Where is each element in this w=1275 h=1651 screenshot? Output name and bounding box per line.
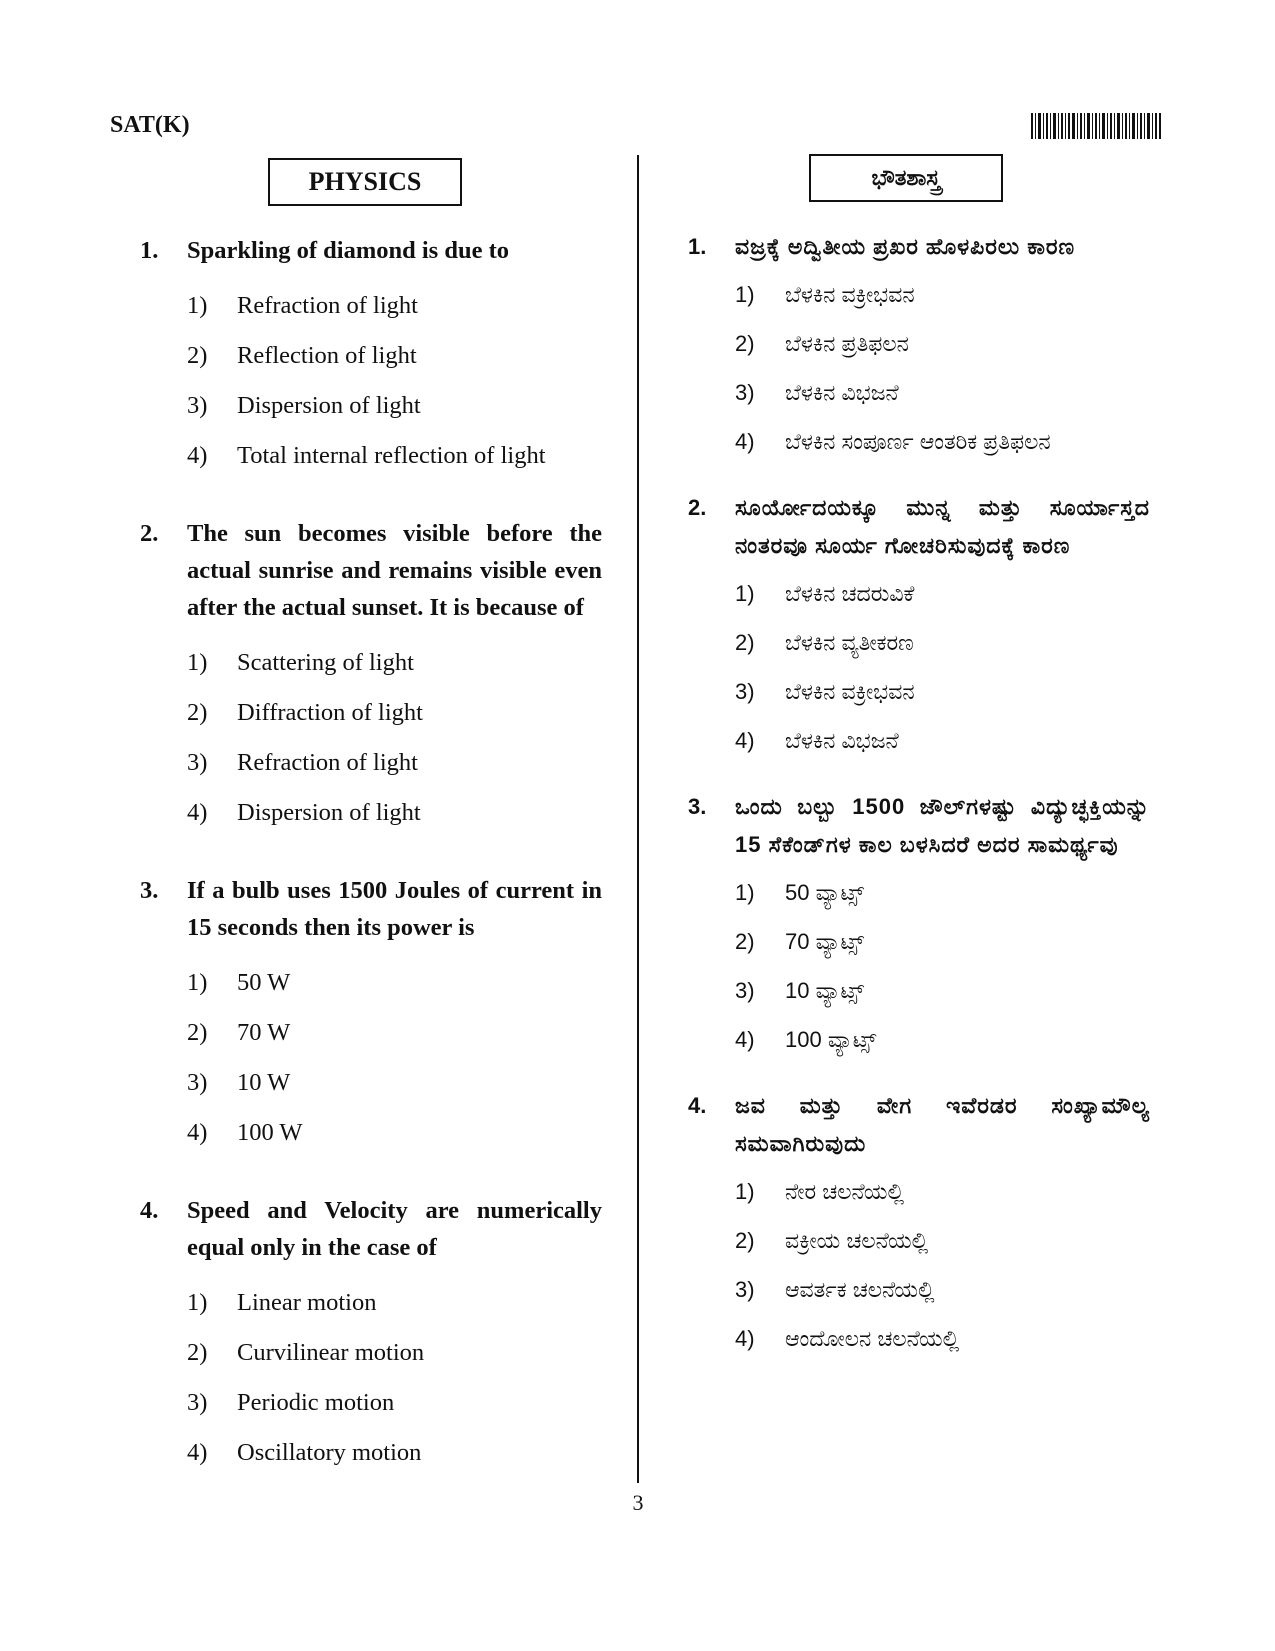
option-list [688,575,1150,760]
barcode-icon [1031,113,1161,139]
paper-code: SAT(K) [110,112,190,138]
question [140,515,602,626]
option-text: 100 W [237,1119,303,1146]
option-number: 2) [187,699,208,726]
option-text: Refraction of light [237,292,418,319]
option-item [187,958,602,1008]
option-item [187,788,602,838]
question-block [140,872,602,1158]
option-item [187,1428,602,1478]
option-number: 2) [187,1339,208,1366]
option-text: Linear motion [237,1289,377,1316]
option-text: Dispersion of light [237,799,421,826]
option-item [735,1320,1150,1358]
option-item [187,281,602,331]
option-item [187,1278,602,1328]
option-text: Diffraction of light [237,699,423,726]
question [688,1087,1150,1163]
option-number: 3) [735,679,755,704]
question-block [688,1087,1150,1358]
option-item [187,1008,602,1058]
option-text: 10 ವ್ಯಾಟ್ಸ್ [785,978,865,1003]
question-block [140,515,602,838]
option-item [187,331,602,381]
option-text: Total internal reflection of light [237,442,546,469]
option-item [187,1058,602,1108]
option-item [187,431,602,481]
option-number: 3) [735,380,755,405]
option-text: Refraction of light [237,749,418,776]
option-item [187,738,602,788]
option-number: 2) [735,630,755,655]
option-item [735,722,1150,760]
option-number: 3) [187,392,208,419]
column-divider [637,155,639,1483]
option-text: 70 ವ್ಯಾಟ್ಸ್ [785,929,865,954]
question [688,788,1150,864]
option-list [688,276,1150,461]
option-text: ಬೆಳಕಿನ ವ್ಯತೀಕರಣ [785,630,914,655]
option-item [735,1271,1150,1309]
option-item [735,1173,1150,1211]
option-item [735,874,1150,912]
english-column [140,232,602,1512]
question-number: 2. [688,495,707,520]
option-number: 3) [735,978,755,1003]
question [688,228,1150,266]
option-number: 3) [187,1389,208,1416]
question-number: 3. [140,877,159,904]
option-item [187,1328,602,1378]
option-number: 4) [735,728,755,753]
option-item [735,624,1150,662]
question-text: ಜವ ಮತ್ತು ವೇಗ ಇವೆರಡರ ಸಂಖ್ಯಾಮೌಲ್ಯ ಸಮವಾಗಿರುವುದು [735,1093,1150,1156]
kannada-section-title: ಭೌತಶಾಸ್ತ್ರ [809,154,1003,202]
option-text: ಬೆಳಕಿನ ವಿಭಜನೆ [785,728,899,753]
question-block [688,788,1150,1059]
option-text: Periodic motion [237,1389,395,1416]
option-number: 1) [187,1289,208,1316]
question-text: Speed and Velocity are numerically equal only in the case of [187,1197,602,1261]
option-number: 2) [187,342,208,369]
option-number: 4) [735,1326,755,1351]
option-number: 1) [187,969,208,996]
option-list [140,638,602,838]
option-number: 3) [187,749,208,776]
option-item [187,688,602,738]
question [140,872,602,946]
option-item [187,1108,602,1158]
option-text: 50 W [237,969,291,996]
question [140,1192,602,1266]
option-text: 70 W [237,1019,291,1046]
question-number: 1. [140,237,159,264]
option-item [735,1021,1150,1059]
option-number: 1) [735,282,755,307]
option-item [735,575,1150,613]
question-text: Sparkling of diamond is due to [187,237,509,264]
option-list [140,1278,602,1478]
question-text: ಸೂರ್ಯೋದಯಕ್ಕೂ ಮುನ್ನ ಮತ್ತು ಸೂರ್ಯಾಸ್ತದ ನಂತರವೂ ಸೂರ್ಯ ಗೋಚರಿಸುವುದಕ್ಕೆ ಕಾರಣ [735,495,1150,558]
option-item [187,638,602,688]
option-number: 3) [735,1277,755,1302]
option-text: ನೇರ ಚಲನೆಯಲ್ಲಿ [785,1179,905,1204]
option-number: 2) [187,1019,208,1046]
question-block [688,228,1150,461]
option-number: 3) [187,1069,208,1096]
kannada-column [688,228,1150,1386]
option-text: 100 ವ್ಯಾಟ್ಸ್ [785,1027,877,1052]
option-text: 10 W [237,1069,291,1096]
option-item [735,276,1150,314]
option-number: 4) [187,799,208,826]
option-text: ವಕ್ರೀಯ ಚಲನೆಯಲ್ಲಿ [785,1228,929,1253]
question-number: 4. [688,1093,707,1118]
option-number: 1) [735,581,755,606]
question-text: The sun becomes visible before the actual sunrise and remains visible even after the actual sunset. It is because of [187,520,602,621]
option-number: 2) [735,1228,755,1253]
question-number: 4. [140,1197,159,1224]
option-list [688,1173,1150,1358]
option-item [735,325,1150,363]
option-item [735,673,1150,711]
option-number: 1) [735,880,755,905]
option-number: 1) [187,292,208,319]
option-item [735,374,1150,412]
option-number: 1) [735,1179,755,1204]
option-list [688,874,1150,1059]
page-number: 3 [632,1490,644,1515]
option-text: 50 ವ್ಯಾಟ್ಸ್ [785,880,865,905]
option-number: 4) [735,1027,755,1052]
question [140,232,602,269]
option-text: Scattering of light [237,649,414,676]
question-block [688,489,1150,760]
question-text: If a bulb uses 1500 Joules of current in 15 seconds then its power is [187,877,602,941]
option-number: 4) [187,1119,208,1146]
option-number: 2) [735,331,755,356]
option-text: ಬೆಳಕಿನ ವಿಭಜನೆ [785,380,899,405]
question-number: 2. [140,520,159,547]
option-list [140,281,602,481]
question-text: ವಜ್ರಕ್ಕೆ ಅದ್ವಿತೀಯ ಪ್ರಖರ ಹೊಳಪಿರಲು ಕಾರಣ [735,234,1076,259]
option-text: ಬೆಳಕಿನ ಸಂಪೂರ್ಣ ಆಂತರಿಕ ಪ್ರತಿಫಲನ [785,429,1051,454]
question-number: 3. [688,794,707,819]
option-text: ಆವರ್ತಕ ಚಲನೆಯಲ್ಲಿ [785,1277,935,1302]
option-item [187,1378,602,1428]
option-text: Reflection of light [237,342,417,369]
option-number: 4) [735,429,755,454]
option-text: ಬೆಳಕಿನ ವಕ್ರೀಭವನ [785,282,915,307]
question-block [140,1192,602,1478]
option-number: 1) [187,649,208,676]
option-text: ಬೆಳಕಿನ ವಕ್ರೀಭವನ [785,679,915,704]
option-item [735,423,1150,461]
option-item [735,1222,1150,1260]
option-number: 4) [187,1439,208,1466]
question-text: ಒಂದು ಬಲ್ಬು 1500 ಜೌಲ್‌ಗಳಷ್ಟು ವಿದ್ಯುಚ್ಛಕ್ತಿಯನ್ನು 15 ಸೆಕೆಂಡ್‌ಗಳ ಕಾಲ ಬಳಸಿದರೆ ಅದರ ಸಾಮರ್ಥ್ಯವು [735,794,1150,857]
option-text: Curvilinear motion [237,1339,425,1366]
option-item [735,972,1150,1010]
option-number: 2) [735,929,755,954]
question-block [140,232,602,481]
question-number: 1. [688,234,707,259]
question [688,489,1150,565]
option-number: 4) [187,442,208,469]
option-text: ಆಂದೋಲನ ಚಲನೆಯಲ್ಲಿ [785,1326,960,1351]
option-text: ಬೆಳಕಿನ ಚದರುವಿಕೆ [785,581,915,606]
option-item [187,381,602,431]
option-text: Oscillatory motion [237,1439,422,1466]
option-text: Dispersion of light [237,392,421,419]
option-list [140,958,602,1158]
option-text: ಬೆಳಕಿನ ಪ್ರತಿಫಲನ [785,331,909,356]
english-section-title: PHYSICS [268,158,462,206]
option-item [735,923,1150,961]
